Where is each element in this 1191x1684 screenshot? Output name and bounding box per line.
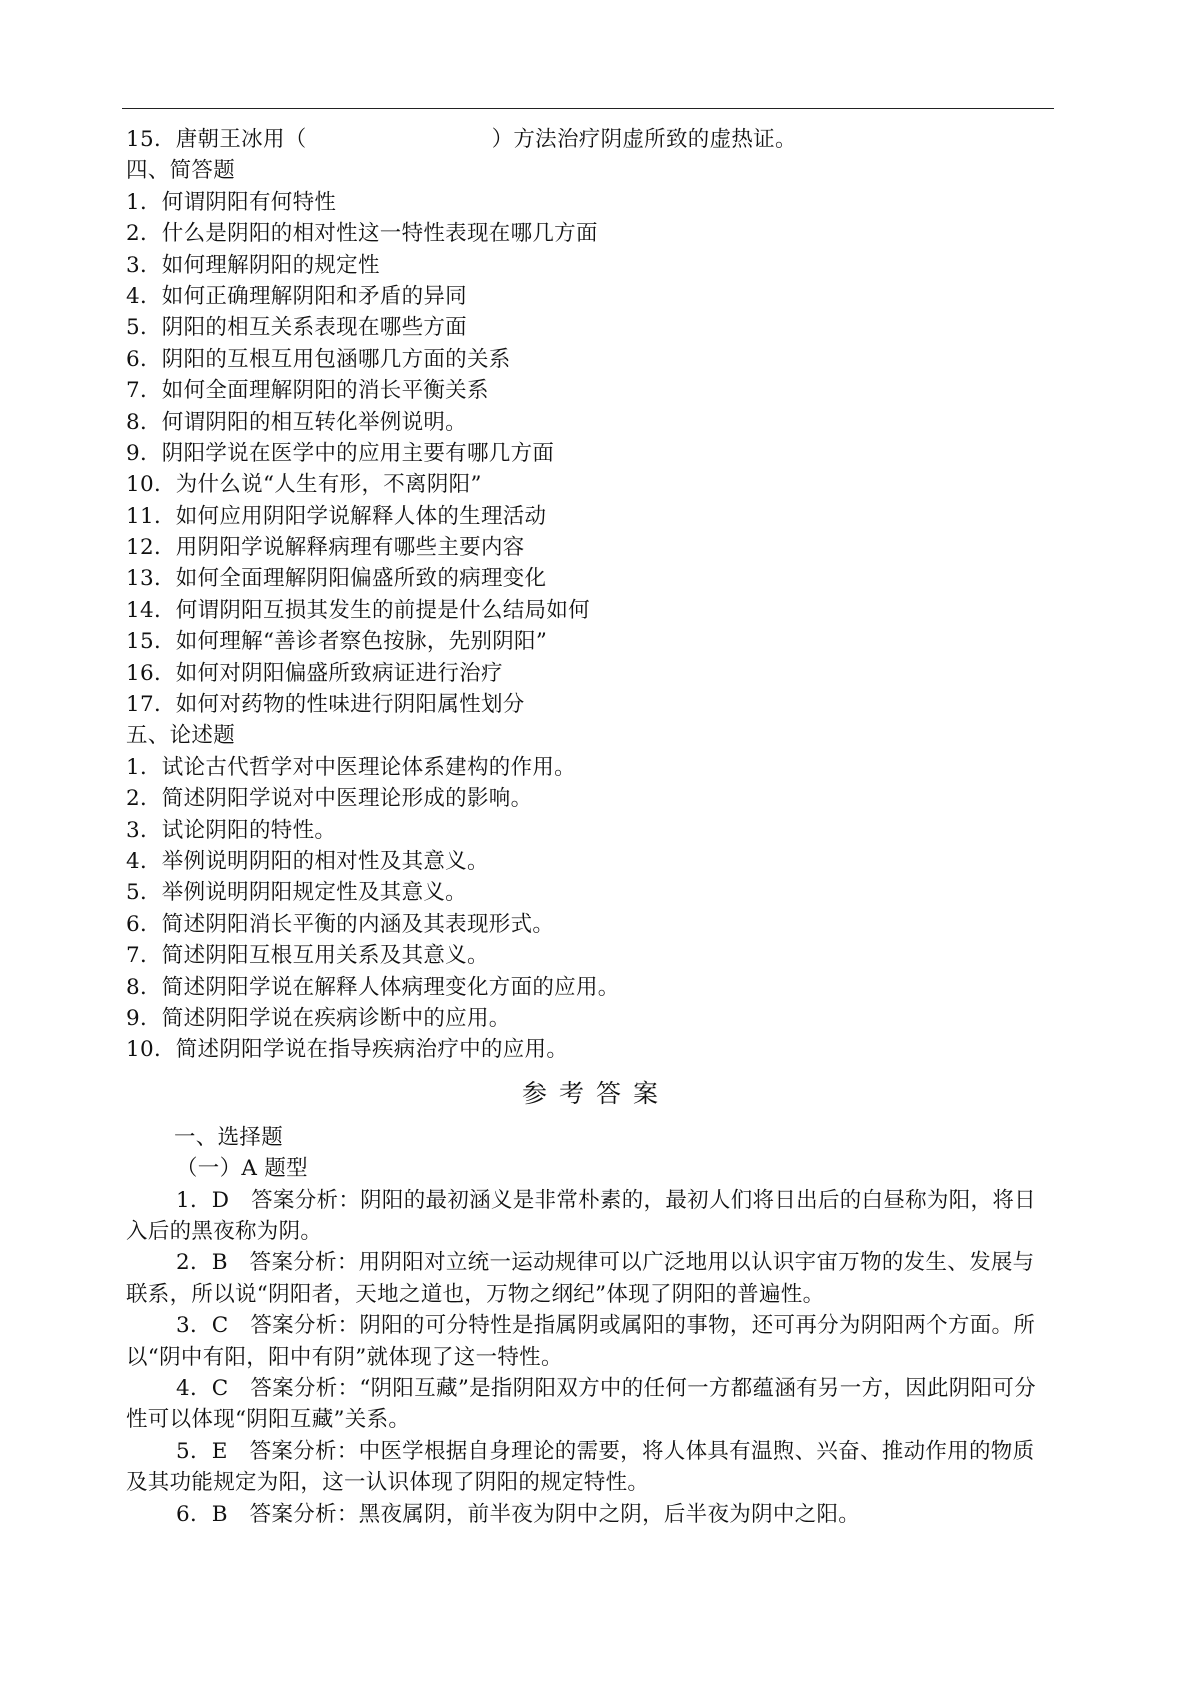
essay-list [126,752,1054,1066]
list-item: 17．如何对药物的性味进行阴阳属性划分 [126,692,525,718]
list-item: 11．如何应用阴阳学说解释人体的生理活动 [126,503,547,529]
list-item: 16．如何对阴阳偏盛所致病证进行治疗 [126,660,503,686]
list-item: 9．阴阳学说在医学中的应用主要有哪几方面 [126,440,555,466]
list-item: 13．如何全面理解阴阳偏盛所致的病理变化 [126,566,547,592]
list-item: 6．阴阳的互根互用包涵哪几方面的关系 [126,346,511,372]
list-item: 12．用阴阳学说解释病理有哪些主要内容 [126,535,525,561]
list-item: 4．如何正确理解阴阳和矛盾的异同 [126,283,467,309]
answer-item: 5．E 答案分析：中医学根据自身理论的需要，将人体具有温煦、兴奋、推动作用的物质及其功能规定为阳，这一认识体现了阴阳的规定特性。 [126,1438,1035,1496]
answer-item: 4．C 答案分析：“阴阳互藏”是指阴阳双方中的任何一方都蕴涵有另一方，因此阴阳可分性可以体现“阴阳互藏”关系。 [126,1375,1036,1433]
answer-item: 3．C 答案分析：阴阳的可分特性是指属阴或属阳的事物，还可再分为阴阳两个方面。所以“阴中有阳，阳中有阴”就体现了这一特性。 [126,1313,1036,1370]
list-item: 5．阴阳的相互关系表现在哪些方面 [126,315,467,341]
section-heading-short-answer: 四、简答题 [126,158,236,184]
answer-item: 6．B 答案分析：黑夜属阴，前半夜为阴中之阴，后半夜为阴中之阳。 [176,1501,861,1527]
short-answer-list [126,187,1054,721]
answer-item: 1．D 答案分析：阴阳的最初涵义是非常朴素的，最初人们将日出后的白昼称为阳，将日入后的黑夜称为阴。 [126,1187,1036,1244]
answer-item: 2．B 答案分析：用阴阳对立统一运动规律可以广泛地用以认识宇宙万物的发生、发展与联系，所以说“阴阳者，天地之道也，万物之纲纪”体现了阴阳的普遍性。 [126,1250,1035,1307]
list-item: 10．简述阴阳学说在指导疾病治疗中的应用。 [126,1037,569,1063]
list-item: 7．如何全面理解阴阳的消长平衡关系 [126,378,489,404]
list-item: 2．简述阴阳学说对中医理论形成的影响。 [126,786,533,812]
list-item: 3．试论阴阳的特性。 [126,817,337,843]
answers-subsection-heading: （一）A 题型 [176,1156,308,1182]
list-item: 4．举例说明阴阳的相对性及其意义。 [126,848,489,874]
fill-in-item-text-after: ）方法治疗阴虚所致的虚热证。 [491,127,797,152]
answers-title: 参考答案 [521,1078,670,1108]
answers-section-heading: 一、选择题 [174,1124,284,1150]
fill-in-item-text-before: 15．唐朝王冰用（ [126,127,307,152]
list-item: 2．什么是阴阳的相对性这一特性表现在哪几方面 [126,221,598,247]
list-item: 1．试论古代哲学对中医理论体系建构的作用。 [126,754,576,780]
answers-list [126,1185,1054,1530]
list-item: 5．举例说明阴阳规定性及其意义。 [126,880,467,906]
list-item: 9．简述阴阳学说在疾病诊断中的应用。 [126,1005,511,1031]
header-rule [122,108,1054,109]
fill-in-item-15 [126,124,1054,155]
list-item: 8．简述阴阳学说在解释人体病理变化方面的应用。 [126,974,620,1000]
list-item: 6．简述阴阳消长平衡的内涵及其表现形式。 [126,911,555,937]
list-item: 7．简述阴阳互根互用关系及其意义。 [126,943,489,969]
section-heading-essay: 五、论述题 [126,723,236,749]
list-item: 15．如何理解“善诊者察色按脉，先别阴阳” [126,629,548,655]
list-item: 3．如何理解阴阳的规定性 [126,252,380,278]
list-item: 14．何谓阴阳互损其发生的前提是什么结局如何 [126,597,590,623]
list-item: 10．为什么说“人生有形，不离阴阳” [126,472,482,498]
document-body [126,124,1054,1530]
list-item: 1．何谓阴阳有何特性 [126,189,337,215]
list-item: 8．何谓阴阳的相互转化举例说明。 [126,409,467,435]
